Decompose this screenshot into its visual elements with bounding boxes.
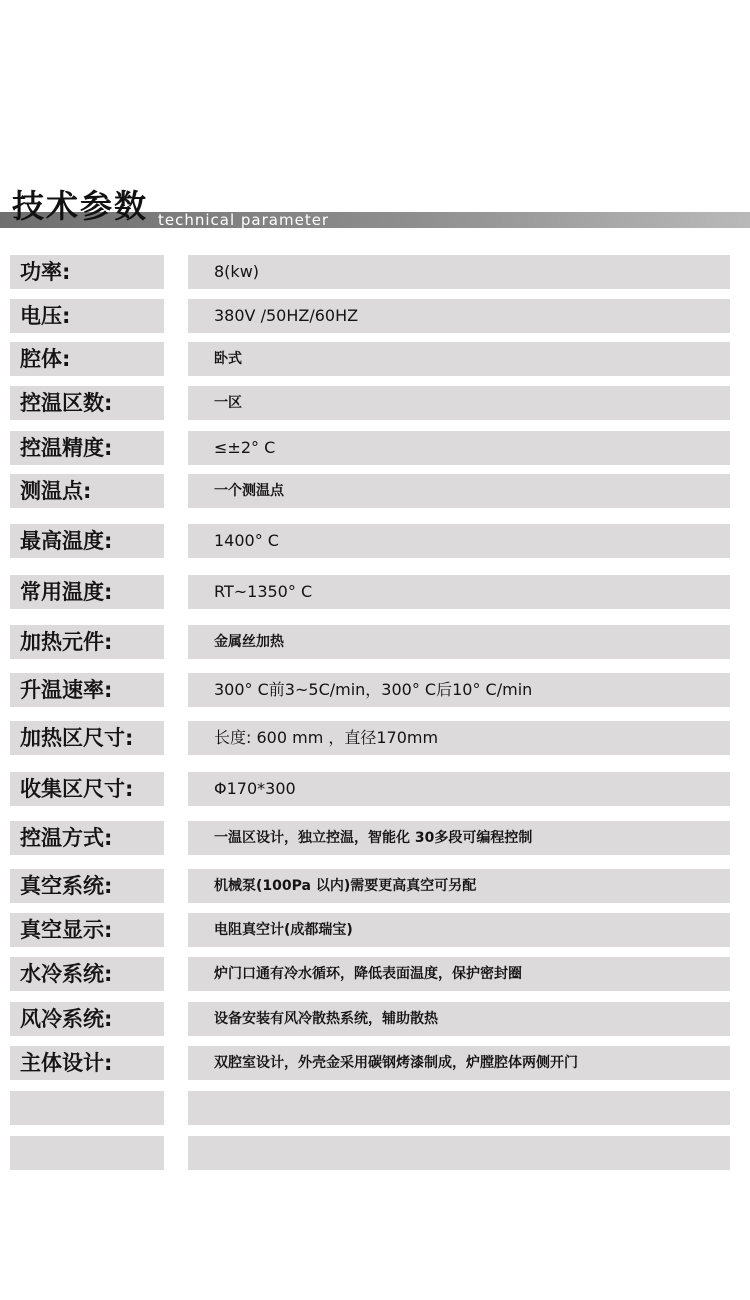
spec-value: 一温区设计，独立控温，智能化 30多段可编程控制 (188, 821, 730, 855)
spec-value: 卧式 (188, 342, 730, 376)
spec-value: RT~1350° C (188, 575, 730, 609)
spec-value: 金属丝加热 (188, 625, 730, 659)
section-title: 技术参数 (12, 187, 149, 225)
spec-label: 主体设计: (10, 1046, 164, 1080)
spec-label: 真空显示: (10, 913, 164, 947)
spec-label: 风冷系统: (10, 1002, 164, 1036)
spec-label: 功率: (10, 255, 164, 289)
spec-label: 控温区数: (10, 386, 164, 420)
spec-value: 机械泵(100Pa 以内)需要更高真空可另配 (188, 869, 730, 903)
spec-value: 长度: 600 mm ，直径170mm (188, 721, 730, 755)
spec-label: 收集区尺寸: (10, 772, 164, 806)
spec-value: 8(kw) (188, 255, 730, 289)
section-subtitle: technical parameter (158, 211, 330, 229)
spec-label: 加热区尺寸: (10, 721, 164, 755)
spec-label: 控温精度: (10, 431, 164, 465)
section-header (0, 0, 750, 240)
spec-value: 1400° C (188, 524, 730, 558)
spec-label (10, 1091, 164, 1125)
spec-label: 加热元件: (10, 625, 164, 659)
spec-label: 控温方式: (10, 821, 164, 855)
spec-value: 电阻真空计(成都瑞宝) (188, 913, 730, 947)
spec-value: 炉门口通有冷水循环，降低表面温度，保护密封圈 (188, 957, 730, 991)
spec-value (188, 1091, 730, 1125)
spec-value: 300° C前3~5C/min，300° C后10° C/min (188, 673, 730, 707)
spec-value (188, 1136, 730, 1170)
spec-label: 升温速率: (10, 673, 164, 707)
spec-value: ≤±2° C (188, 431, 730, 465)
spec-label: 腔体: (10, 342, 164, 376)
spec-label: 常用温度: (10, 575, 164, 609)
spec-label (10, 1136, 164, 1170)
spec-value: 设备安装有风冷散热系统，辅助散热 (188, 1002, 730, 1036)
spec-label: 水冷系统: (10, 957, 164, 991)
spec-label: 真空系统: (10, 869, 164, 903)
spec-value: 一个测温点 (188, 474, 730, 508)
spec-label: 测温点: (10, 474, 164, 508)
spec-value: Φ170*300 (188, 772, 730, 806)
spec-value: 一区 (188, 386, 730, 420)
spec-value: 380V /50HZ/60HZ (188, 299, 730, 333)
spec-value: 双腔室设计，外壳金采用碳钢烤漆制成，炉膛腔体两侧开门 (188, 1046, 730, 1080)
spec-label: 最高温度: (10, 524, 164, 558)
spec-label: 电压: (10, 299, 164, 333)
